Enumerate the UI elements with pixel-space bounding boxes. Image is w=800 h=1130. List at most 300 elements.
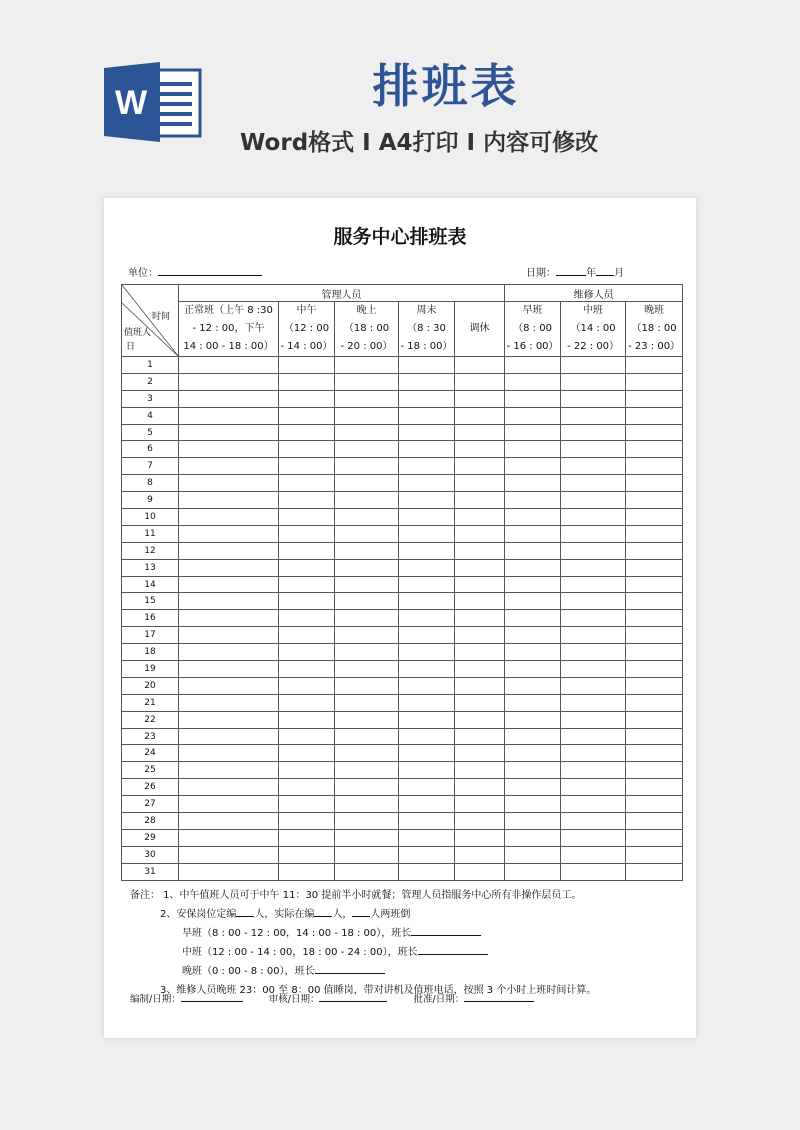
corner-day-label: 日 bbox=[126, 342, 136, 352]
schedule-cell[interactable] bbox=[505, 357, 561, 374]
schedule-cell[interactable] bbox=[455, 441, 505, 458]
schedule-cell[interactable] bbox=[561, 390, 626, 407]
staff-actual-blank[interactable] bbox=[314, 906, 332, 917]
schedule-cell[interactable] bbox=[455, 644, 505, 661]
schedule-cell[interactable] bbox=[455, 559, 505, 576]
schedule-cell[interactable] bbox=[179, 644, 279, 661]
day-number: 6 bbox=[122, 441, 179, 458]
schedule-cell[interactable] bbox=[335, 677, 399, 694]
schedule-cell[interactable] bbox=[561, 407, 626, 424]
schedule-cell[interactable] bbox=[505, 846, 561, 863]
day-number: 31 bbox=[122, 863, 179, 880]
schedule-cell[interactable] bbox=[505, 627, 561, 644]
schedule-cell[interactable] bbox=[505, 829, 561, 846]
schedule-cell[interactable] bbox=[279, 745, 335, 762]
schedule-cell[interactable] bbox=[505, 610, 561, 627]
schedule-cell[interactable] bbox=[626, 762, 683, 779]
schedule-cell[interactable] bbox=[626, 542, 683, 559]
schedule-cell[interactable] bbox=[626, 475, 683, 492]
schedule-cell[interactable] bbox=[279, 458, 335, 475]
schedule-cell[interactable] bbox=[335, 559, 399, 576]
schedule-cell[interactable] bbox=[561, 796, 626, 813]
schedule-cell[interactable] bbox=[626, 593, 683, 610]
schedule-cell[interactable] bbox=[399, 373, 455, 390]
schedule-cell[interactable] bbox=[335, 694, 399, 711]
schedule-cell[interactable] bbox=[455, 492, 505, 509]
table-row bbox=[122, 357, 683, 374]
schedule-cell[interactable] bbox=[399, 796, 455, 813]
schedule-cell[interactable] bbox=[335, 525, 399, 542]
schedule-cell[interactable] bbox=[279, 762, 335, 779]
schedule-cell[interactable] bbox=[279, 846, 335, 863]
schedule-cell[interactable] bbox=[505, 593, 561, 610]
schedule-cell[interactable] bbox=[399, 525, 455, 542]
word-icon-letter: W bbox=[114, 84, 148, 122]
schedule-cell[interactable] bbox=[455, 661, 505, 678]
col-header-time-off: 调休 bbox=[455, 302, 505, 357]
schedule-cell[interactable] bbox=[626, 661, 683, 678]
schedule-cell[interactable] bbox=[505, 661, 561, 678]
schedule-cell[interactable] bbox=[335, 357, 399, 374]
schedule-cell[interactable] bbox=[179, 593, 279, 610]
schedule-cell[interactable] bbox=[505, 644, 561, 661]
schedule-cell[interactable] bbox=[455, 677, 505, 694]
schedule-cell[interactable] bbox=[626, 846, 683, 863]
schedule-cell[interactable] bbox=[455, 357, 505, 374]
schedule-cell[interactable] bbox=[399, 745, 455, 762]
schedule-cell[interactable] bbox=[505, 813, 561, 830]
schedule-cell[interactable] bbox=[561, 644, 626, 661]
early-leader-blank[interactable] bbox=[411, 925, 481, 936]
schedule-cell[interactable] bbox=[561, 711, 626, 728]
schedule-cell[interactable] bbox=[626, 357, 683, 374]
schedule-cell[interactable] bbox=[455, 627, 505, 644]
schedule-cell[interactable] bbox=[561, 441, 626, 458]
schedule-cell[interactable] bbox=[335, 644, 399, 661]
schedule-cell[interactable] bbox=[561, 593, 626, 610]
schedule-cell[interactable] bbox=[335, 796, 399, 813]
schedule-cell[interactable] bbox=[626, 424, 683, 441]
schedule-cell[interactable] bbox=[279, 559, 335, 576]
schedule-cell[interactable] bbox=[179, 542, 279, 559]
schedule-cell[interactable] bbox=[179, 846, 279, 863]
month-blank[interactable] bbox=[596, 265, 614, 276]
schedule-cell[interactable] bbox=[626, 492, 683, 509]
schedule-cell[interactable] bbox=[399, 829, 455, 846]
schedule-cell[interactable] bbox=[455, 863, 505, 880]
schedule-cell[interactable] bbox=[335, 829, 399, 846]
schedule-cell[interactable] bbox=[561, 829, 626, 846]
schedule-cell[interactable] bbox=[626, 576, 683, 593]
schedule-cell[interactable] bbox=[399, 711, 455, 728]
schedule-cell[interactable] bbox=[561, 475, 626, 492]
schedule-cell[interactable] bbox=[505, 525, 561, 542]
schedule-cell[interactable] bbox=[399, 475, 455, 492]
schedule-cell[interactable] bbox=[179, 829, 279, 846]
schedule-cell[interactable] bbox=[335, 779, 399, 796]
schedule-cell[interactable] bbox=[399, 424, 455, 441]
schedule-cell[interactable] bbox=[505, 424, 561, 441]
schedule-cell[interactable] bbox=[505, 796, 561, 813]
schedule-cell[interactable] bbox=[279, 796, 335, 813]
day-number: 13 bbox=[122, 559, 179, 576]
table-row bbox=[122, 373, 683, 390]
schedule-cell[interactable] bbox=[505, 492, 561, 509]
schedule-cell[interactable] bbox=[455, 593, 505, 610]
table-row bbox=[122, 525, 683, 542]
schedule-cell[interactable] bbox=[399, 492, 455, 509]
table-row bbox=[122, 796, 683, 813]
unit-blank[interactable] bbox=[158, 265, 262, 276]
schedule-cell[interactable] bbox=[626, 644, 683, 661]
schedule-cell[interactable] bbox=[626, 390, 683, 407]
schedule-cell[interactable] bbox=[279, 677, 335, 694]
schedule-cell[interactable] bbox=[561, 458, 626, 475]
schedule-cell[interactable] bbox=[455, 525, 505, 542]
schedule-cell[interactable] bbox=[179, 813, 279, 830]
schedule-cell[interactable] bbox=[399, 694, 455, 711]
banner-title: 排班表 bbox=[372, 59, 520, 113]
schedule-cell[interactable] bbox=[399, 863, 455, 880]
schedule-cell[interactable] bbox=[626, 458, 683, 475]
schedule-cell[interactable] bbox=[279, 813, 335, 830]
schedule-cell[interactable] bbox=[626, 627, 683, 644]
schedule-cell[interactable] bbox=[399, 576, 455, 593]
schedule-cell[interactable] bbox=[279, 475, 335, 492]
schedule-cell[interactable] bbox=[279, 694, 335, 711]
schedule-cell[interactable] bbox=[335, 576, 399, 593]
schedule-cell[interactable] bbox=[505, 475, 561, 492]
note-2: 2、安保岗位定编 人，实际在编 人， 人两班倒 bbox=[130, 905, 680, 924]
day-number: 9 bbox=[122, 492, 179, 509]
schedule-cell[interactable] bbox=[179, 694, 279, 711]
schedule-cell[interactable] bbox=[179, 711, 279, 728]
schedule-cell[interactable] bbox=[399, 441, 455, 458]
schedule-cell[interactable] bbox=[505, 390, 561, 407]
schedule-cell[interactable] bbox=[399, 644, 455, 661]
schedule-cell[interactable] bbox=[455, 745, 505, 762]
schedule-cell[interactable] bbox=[279, 542, 335, 559]
night-leader-blank[interactable] bbox=[315, 963, 385, 974]
schedule-cell[interactable] bbox=[455, 813, 505, 830]
schedule-cell[interactable] bbox=[561, 492, 626, 509]
schedule-cell[interactable] bbox=[399, 779, 455, 796]
schedule-cell[interactable] bbox=[626, 829, 683, 846]
schedule-cell[interactable] bbox=[626, 441, 683, 458]
corner-cell bbox=[122, 285, 179, 357]
table-row bbox=[122, 610, 683, 627]
schedule-cell[interactable] bbox=[179, 661, 279, 678]
schedule-cell[interactable] bbox=[335, 492, 399, 509]
table-row bbox=[122, 661, 683, 678]
schedule-cell[interactable] bbox=[335, 711, 399, 728]
day-number: 18 bbox=[122, 644, 179, 661]
schedule-cell[interactable] bbox=[399, 357, 455, 374]
schedule-cell[interactable] bbox=[179, 525, 279, 542]
schedule-cell[interactable] bbox=[335, 610, 399, 627]
review-blank[interactable] bbox=[319, 992, 387, 1002]
schedule-cell[interactable] bbox=[505, 728, 561, 745]
schedule-cell[interactable] bbox=[179, 390, 279, 407]
schedule-cell[interactable] bbox=[561, 610, 626, 627]
table-row bbox=[122, 762, 683, 779]
col-header-night-shift: 晚班 （18 : 00 - 23 : 00） bbox=[626, 302, 683, 357]
schedule-cell[interactable] bbox=[626, 745, 683, 762]
schedule-cell[interactable] bbox=[335, 661, 399, 678]
schedule-cell[interactable] bbox=[279, 627, 335, 644]
schedule-cell[interactable] bbox=[561, 542, 626, 559]
schedule-cell[interactable] bbox=[179, 762, 279, 779]
schedule-cell[interactable] bbox=[505, 441, 561, 458]
table-row bbox=[122, 593, 683, 610]
schedule-cell[interactable] bbox=[279, 441, 335, 458]
schedule-cell[interactable] bbox=[626, 796, 683, 813]
schedule-cell[interactable] bbox=[279, 779, 335, 796]
schedule-cell[interactable] bbox=[179, 677, 279, 694]
schedule-cell[interactable] bbox=[455, 407, 505, 424]
schedule-cell[interactable] bbox=[505, 542, 561, 559]
schedule-cell[interactable] bbox=[561, 779, 626, 796]
schedule-cell[interactable] bbox=[455, 728, 505, 745]
schedule-cell[interactable] bbox=[335, 458, 399, 475]
two-shift-blank[interactable] bbox=[352, 906, 370, 917]
schedule-cell[interactable] bbox=[455, 458, 505, 475]
schedule-cell[interactable] bbox=[335, 441, 399, 458]
schedule-cell[interactable] bbox=[399, 661, 455, 678]
schedule-cell[interactable] bbox=[179, 373, 279, 390]
schedule-cell[interactable] bbox=[455, 576, 505, 593]
schedule-cell[interactable] bbox=[279, 390, 335, 407]
schedule-cell[interactable] bbox=[335, 728, 399, 745]
schedule-cell[interactable] bbox=[399, 813, 455, 830]
schedule-cell[interactable] bbox=[626, 407, 683, 424]
schedule-cell[interactable] bbox=[335, 627, 399, 644]
schedule-cell[interactable] bbox=[561, 762, 626, 779]
schedule-cell[interactable] bbox=[561, 559, 626, 576]
schedule-cell[interactable] bbox=[335, 373, 399, 390]
schedule-cell[interactable] bbox=[561, 525, 626, 542]
approve-blank[interactable] bbox=[464, 992, 534, 1002]
schedule-cell[interactable] bbox=[455, 542, 505, 559]
schedule-cell[interactable] bbox=[335, 762, 399, 779]
schedule-cell[interactable] bbox=[399, 846, 455, 863]
schedule-cell[interactable] bbox=[279, 829, 335, 846]
schedule-cell[interactable] bbox=[561, 627, 626, 644]
schedule-cell[interactable] bbox=[179, 357, 279, 374]
schedule-cell[interactable] bbox=[399, 762, 455, 779]
schedule-cell[interactable] bbox=[626, 610, 683, 627]
schedule-cell[interactable] bbox=[335, 813, 399, 830]
schedule-cell[interactable] bbox=[626, 373, 683, 390]
schedule-cell[interactable] bbox=[626, 525, 683, 542]
schedule-cell[interactable] bbox=[455, 475, 505, 492]
schedule-cell[interactable] bbox=[335, 509, 399, 526]
schedule-cell[interactable] bbox=[561, 813, 626, 830]
schedule-cell[interactable] bbox=[626, 813, 683, 830]
schedule-cell[interactable] bbox=[626, 863, 683, 880]
schedule-cell[interactable] bbox=[179, 576, 279, 593]
day-number: 27 bbox=[122, 796, 179, 813]
schedule-cell[interactable] bbox=[626, 728, 683, 745]
schedule-cell[interactable] bbox=[505, 863, 561, 880]
schedule-cell[interactable] bbox=[179, 796, 279, 813]
schedule-cell[interactable] bbox=[179, 610, 279, 627]
schedule-cell[interactable] bbox=[455, 762, 505, 779]
document-page bbox=[104, 198, 696, 1038]
schedule-cell[interactable] bbox=[626, 779, 683, 796]
group-header-row bbox=[122, 285, 683, 302]
schedule-cell[interactable] bbox=[561, 677, 626, 694]
schedule-cell[interactable] bbox=[335, 745, 399, 762]
schedule-cell[interactable] bbox=[179, 863, 279, 880]
schedule-cell[interactable] bbox=[505, 694, 561, 711]
schedule-cell[interactable] bbox=[505, 509, 561, 526]
table-row bbox=[122, 779, 683, 796]
day-number: 2 bbox=[122, 373, 179, 390]
note-1: 备注： 1、中午值班人员可于中午 11：30 提前半小时就餐；管理人员指服务中心所有非操作层员工。 bbox=[130, 890, 582, 901]
schedule-cell[interactable] bbox=[399, 627, 455, 644]
schedule-cell[interactable] bbox=[561, 728, 626, 745]
schedule-cell[interactable] bbox=[179, 509, 279, 526]
schedule-cell[interactable] bbox=[561, 509, 626, 526]
schedule-cell[interactable] bbox=[179, 424, 279, 441]
schedule-cell[interactable] bbox=[279, 492, 335, 509]
schedule-cell[interactable] bbox=[335, 390, 399, 407]
schedule-cell[interactable] bbox=[455, 509, 505, 526]
shift-header-row bbox=[122, 302, 683, 357]
schedule-cell[interactable] bbox=[335, 475, 399, 492]
schedule-cell[interactable] bbox=[179, 745, 279, 762]
unit-label: 单位： bbox=[128, 268, 158, 279]
schedule-cell[interactable] bbox=[279, 357, 335, 374]
day-number: 24 bbox=[122, 745, 179, 762]
schedule-cell[interactable] bbox=[399, 458, 455, 475]
mid-leader-blank[interactable] bbox=[418, 944, 488, 955]
schedule-cell[interactable] bbox=[505, 762, 561, 779]
schedule-cell[interactable] bbox=[455, 694, 505, 711]
schedule-cell[interactable] bbox=[505, 373, 561, 390]
table-row bbox=[122, 846, 683, 863]
schedule-cell[interactable] bbox=[279, 863, 335, 880]
schedule-cell[interactable] bbox=[561, 576, 626, 593]
schedule-cell[interactable] bbox=[561, 661, 626, 678]
schedule-cell[interactable] bbox=[399, 390, 455, 407]
schedule-cell[interactable] bbox=[561, 424, 626, 441]
schedule-cell[interactable] bbox=[505, 458, 561, 475]
schedule-cell[interactable] bbox=[279, 576, 335, 593]
year-label: 年 bbox=[586, 268, 596, 279]
schedule-cell[interactable] bbox=[455, 711, 505, 728]
schedule-cell[interactable] bbox=[399, 542, 455, 559]
schedule-cell[interactable] bbox=[179, 728, 279, 745]
schedule-cell[interactable] bbox=[179, 779, 279, 796]
schedule-cell[interactable] bbox=[399, 728, 455, 745]
schedule-cell[interactable] bbox=[179, 492, 279, 509]
schedule-cell[interactable] bbox=[455, 846, 505, 863]
schedule-cell[interactable] bbox=[626, 677, 683, 694]
schedule-cell[interactable] bbox=[561, 863, 626, 880]
schedule-cell[interactable] bbox=[561, 357, 626, 374]
schedule-cell[interactable] bbox=[455, 829, 505, 846]
schedule-cell[interactable] bbox=[179, 475, 279, 492]
schedule-cell[interactable] bbox=[179, 441, 279, 458]
schedule-cell[interactable] bbox=[279, 593, 335, 610]
schedule-cell[interactable] bbox=[399, 509, 455, 526]
day-number: 10 bbox=[122, 509, 179, 526]
schedule-cell[interactable] bbox=[455, 779, 505, 796]
schedule-cell[interactable] bbox=[505, 711, 561, 728]
schedule-cell[interactable] bbox=[279, 728, 335, 745]
schedule-cell[interactable] bbox=[561, 846, 626, 863]
year-blank[interactable] bbox=[556, 265, 586, 276]
schedule-cell[interactable] bbox=[179, 458, 279, 475]
schedule-cell[interactable] bbox=[455, 373, 505, 390]
col-header-weekend: 周末 （8 : 30 - 18 : 00） bbox=[399, 302, 455, 357]
schedule-cell[interactable] bbox=[279, 644, 335, 661]
schedule-cell[interactable] bbox=[179, 627, 279, 644]
schedule-cell[interactable] bbox=[279, 373, 335, 390]
schedule-cell[interactable] bbox=[626, 509, 683, 526]
schedule-cell[interactable] bbox=[455, 390, 505, 407]
schedule-cell[interactable] bbox=[335, 542, 399, 559]
schedule-cell[interactable] bbox=[561, 745, 626, 762]
schedule-cell[interactable] bbox=[279, 610, 335, 627]
schedule-cell[interactable] bbox=[505, 745, 561, 762]
schedule-cell[interactable] bbox=[626, 694, 683, 711]
schedule-cell[interactable] bbox=[399, 610, 455, 627]
schedule-cell[interactable] bbox=[626, 559, 683, 576]
schedule-cell[interactable] bbox=[561, 694, 626, 711]
day-number: 25 bbox=[122, 762, 179, 779]
schedule-cell[interactable] bbox=[279, 424, 335, 441]
schedule-cell[interactable] bbox=[455, 610, 505, 627]
schedule-cell[interactable] bbox=[279, 407, 335, 424]
compile-blank[interactable] bbox=[181, 992, 243, 1002]
schedule-cell[interactable] bbox=[561, 373, 626, 390]
note-2-mid: 中班（12 : 00 - 14 : 00，18 : 00 - 24 : 00），班长 bbox=[130, 943, 680, 962]
schedule-cell[interactable] bbox=[279, 661, 335, 678]
schedule-cell[interactable] bbox=[179, 559, 279, 576]
schedule-cell[interactable] bbox=[455, 796, 505, 813]
schedule-cell[interactable] bbox=[335, 846, 399, 863]
schedule-cell[interactable] bbox=[399, 559, 455, 576]
day-rows bbox=[122, 357, 683, 881]
schedule-cell[interactable] bbox=[335, 407, 399, 424]
staff-quota-blank[interactable] bbox=[236, 906, 254, 917]
schedule-cell[interactable] bbox=[626, 711, 683, 728]
schedule-cell[interactable] bbox=[279, 525, 335, 542]
schedule-cell[interactable] bbox=[399, 677, 455, 694]
schedule-cell[interactable] bbox=[279, 509, 335, 526]
schedule-cell[interactable] bbox=[505, 576, 561, 593]
schedule-cell[interactable] bbox=[335, 424, 399, 441]
schedule-cell[interactable] bbox=[505, 559, 561, 576]
schedule-cell[interactable] bbox=[505, 677, 561, 694]
schedule-cell[interactable] bbox=[505, 779, 561, 796]
schedule-cell[interactable] bbox=[335, 863, 399, 880]
schedule-cell[interactable] bbox=[399, 593, 455, 610]
schedule-cell[interactable] bbox=[179, 407, 279, 424]
table-row bbox=[122, 863, 683, 880]
schedule-cell[interactable] bbox=[505, 407, 561, 424]
schedule-cell[interactable] bbox=[279, 711, 335, 728]
note-2-night: 晚班（0 : 00 - 8 : 00），班长 bbox=[130, 962, 680, 981]
schedule-cell[interactable] bbox=[399, 407, 455, 424]
day-number: 21 bbox=[122, 694, 179, 711]
schedule-cell[interactable] bbox=[335, 593, 399, 610]
schedule-cell[interactable] bbox=[455, 424, 505, 441]
table-row bbox=[122, 407, 683, 424]
